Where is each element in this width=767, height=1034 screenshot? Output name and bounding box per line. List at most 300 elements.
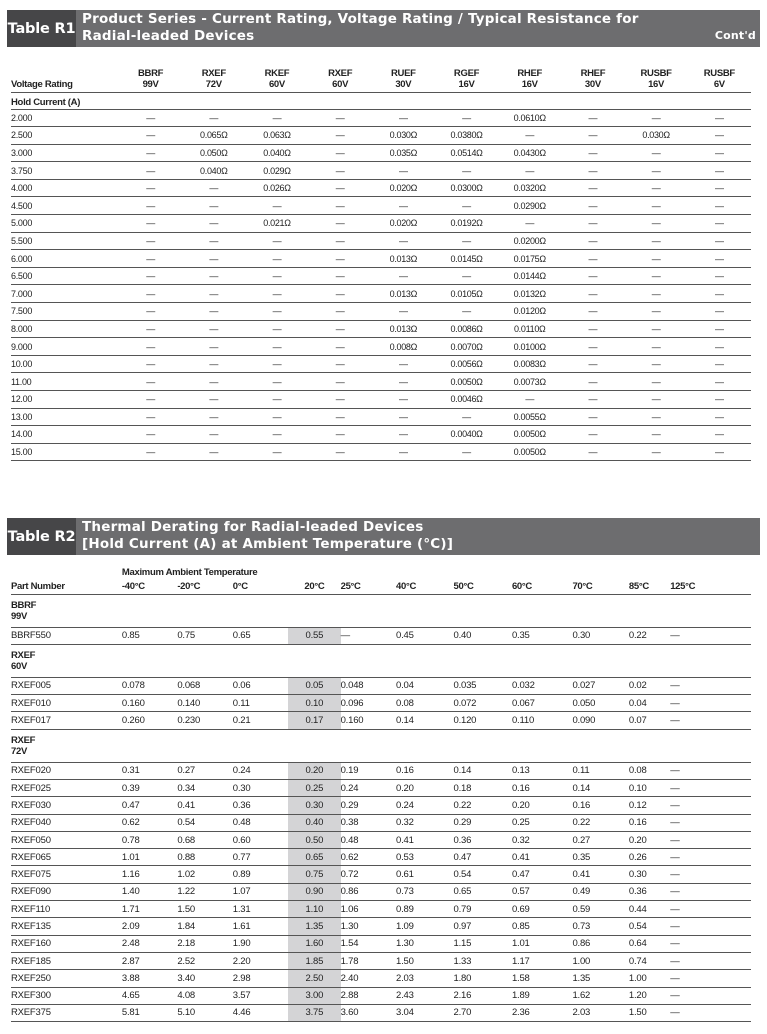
table-r2-title-bar — [7, 518, 760, 555]
voltage-rating-label: Voltage Rating — [11, 62, 119, 92]
part-number-cell: RXEF050 — [11, 831, 122, 848]
hold-current-value-cell: 1.58 — [512, 970, 572, 987]
series-group-label — [11, 729, 751, 762]
hold-current-value-cell: 0.29 — [341, 797, 396, 814]
temperature-header: 50°C — [453, 578, 511, 594]
resistance-cell: — — [245, 355, 308, 373]
resistance-cell: 0.0145Ω — [435, 250, 498, 268]
resistance-cell: — — [372, 426, 435, 444]
table-r2-title-line1: Thermal Derating for Radial-leaded Devices — [82, 519, 424, 535]
resistance-cell: — — [435, 303, 498, 321]
resistance-cell: — — [245, 303, 308, 321]
resistance-cell: 0.0040Ω — [435, 426, 498, 444]
resistance-cell: — — [245, 338, 308, 356]
hold-current-value-cell: 2.03 — [396, 970, 453, 987]
hold-current-value-cell: 0.25 — [288, 779, 340, 796]
hold-current-value-cell: 0.75 — [288, 866, 340, 883]
hold-current-value-cell: 1.54 — [341, 935, 396, 952]
column-series: RHEF — [517, 67, 543, 79]
hold-current-value-cell: 0.16 — [396, 762, 453, 779]
table-row — [11, 303, 751, 321]
hold-current-value-cell: 0.69 — [512, 901, 572, 918]
table-row — [11, 373, 751, 391]
series-group-label — [11, 594, 751, 627]
table-row — [11, 267, 751, 285]
resistance-cell: 0.040Ω — [182, 162, 245, 180]
resistance-cell: — — [119, 250, 182, 268]
hold-current-value-cell: 0.140 — [177, 695, 232, 712]
hold-current-value-cell: 0.20 — [288, 762, 340, 779]
resistance-cell: — — [309, 179, 372, 197]
resistance-cell: — — [119, 303, 182, 321]
hold-current-value-cell: — — [341, 627, 396, 644]
hold-current-value-cell: 0.24 — [396, 797, 453, 814]
resistance-cell: — — [245, 391, 308, 409]
hold-current-value-cell: 1.01 — [122, 849, 177, 866]
resistance-cell: — — [182, 391, 245, 409]
resistance-cell: — — [119, 215, 182, 233]
resistance-cell: — — [561, 250, 624, 268]
hold-current-value-cell: 3.57 — [233, 987, 288, 1004]
hold-current-value-cell: 0.60 — [233, 831, 288, 848]
hold-current-value-cell: 0.17 — [288, 712, 340, 729]
hold-current-value-cell: 0.86 — [341, 883, 396, 900]
hold-current-value-cell: 0.47 — [453, 849, 511, 866]
resistance-cell: — — [625, 285, 688, 303]
resistance-cell: 0.0073Ω — [498, 373, 561, 391]
hold-current-value-cell: 0.61 — [396, 866, 453, 883]
hold-current-value-cell: 1.09 — [396, 918, 453, 935]
hold-current-value-cell: 0.10 — [629, 779, 670, 796]
part-number-cell: BBRF550 — [11, 627, 122, 644]
hold-current-label: Hold Current (A) — [11, 92, 751, 109]
resistance-cell: — — [498, 391, 561, 409]
resistance-cell: — — [119, 267, 182, 285]
column-header-rhef-16v — [498, 62, 561, 92]
column-voltage: 16V — [458, 78, 475, 90]
hold-current-value-cell: 1.00 — [572, 952, 628, 969]
temperature-header: -20°C — [177, 578, 232, 594]
column-header-rgef-16v — [435, 62, 498, 92]
resistance-cell: 0.013Ω — [372, 250, 435, 268]
hold-current-value-cell: 0.110 — [512, 712, 572, 729]
hold-current-value-cell: 0.54 — [453, 866, 511, 883]
resistance-cell: — — [561, 303, 624, 321]
table-row — [11, 883, 751, 900]
table-row — [11, 712, 751, 729]
resistance-cell: 0.0100Ω — [498, 338, 561, 356]
table-r2-header-row — [11, 578, 751, 594]
hold-current-value-cell: 1.62 — [572, 987, 628, 1004]
hold-current-value-cell: 2.52 — [177, 952, 232, 969]
hold-current-value-cell: 0.35 — [512, 627, 572, 644]
hold-current-value-cell: 0.49 — [572, 883, 628, 900]
table-r1-title — [76, 10, 760, 47]
resistance-cell: — — [625, 443, 688, 461]
resistance-cell: — — [119, 162, 182, 180]
hold-current-value-cell: 1.00 — [629, 970, 670, 987]
table-row — [11, 144, 751, 162]
hold-current-value-cell: 5.81 — [122, 1004, 177, 1021]
series-group-row — [11, 729, 751, 762]
hold-current-cell: 6.500 — [11, 267, 119, 285]
resistance-cell: 0.013Ω — [372, 320, 435, 338]
resistance-cell: — — [625, 215, 688, 233]
hold-current-value-cell: 2.88 — [341, 987, 396, 1004]
resistance-cell: — — [309, 391, 372, 409]
table-row — [11, 627, 751, 644]
resistance-cell: — — [561, 232, 624, 250]
resistance-cell: — — [245, 232, 308, 250]
resistance-cell: — — [372, 408, 435, 426]
resistance-cell: 0.0050Ω — [435, 373, 498, 391]
hold-current-cell: 14.00 — [11, 426, 119, 444]
resistance-cell: 0.0320Ω — [498, 179, 561, 197]
hold-current-value-cell: 0.11 — [572, 762, 628, 779]
hold-current-value-cell: 0.35 — [572, 849, 628, 866]
resistance-cell: — — [182, 250, 245, 268]
table-row — [11, 443, 751, 461]
column-voltage: 6V — [713, 78, 725, 90]
table-row — [11, 987, 751, 1004]
column-voltage: 60V — [332, 78, 349, 90]
resistance-cell: — — [182, 215, 245, 233]
hold-current-value-cell: 0.97 — [453, 918, 511, 935]
table-row — [11, 215, 751, 233]
resistance-cell: — — [119, 408, 182, 426]
hold-current-value-cell: — — [670, 762, 751, 779]
table-row — [11, 408, 751, 426]
hold-current-value-cell: 0.160 — [122, 695, 177, 712]
table-row — [11, 355, 751, 373]
resistance-cell: 0.0290Ω — [498, 197, 561, 215]
hold-current-value-cell: 0.02 — [629, 677, 670, 694]
table-row — [11, 831, 751, 848]
table-row — [11, 285, 751, 303]
resistance-cell: — — [435, 197, 498, 215]
part-number-cell: RXEF135 — [11, 918, 122, 935]
resistance-cell: — — [625, 408, 688, 426]
hold-current-value-cell: 5.10 — [177, 1004, 232, 1021]
part-number-cell: RXEF065 — [11, 849, 122, 866]
hold-current-value-cell: 0.41 — [177, 797, 232, 814]
part-number-cell: RXEF160 — [11, 935, 122, 952]
hold-current-value-cell: 0.47 — [122, 797, 177, 814]
resistance-cell: — — [372, 391, 435, 409]
hold-current-cell: 6.000 — [11, 250, 119, 268]
resistance-cell: — — [688, 232, 751, 250]
part-number-cell: RXEF025 — [11, 779, 122, 796]
part-number-cell: RXEF075 — [11, 866, 122, 883]
table-row — [11, 677, 751, 694]
resistance-cell: — — [372, 197, 435, 215]
hold-current-cell: 8.000 — [11, 320, 119, 338]
hold-current-value-cell: 0.05 — [288, 677, 340, 694]
resistance-cell: — — [372, 443, 435, 461]
resistance-cell: — — [625, 250, 688, 268]
hold-current-value-cell: 0.19 — [341, 762, 396, 779]
hold-current-value-cell: 0.62 — [341, 849, 396, 866]
column-header-bbrf-99v — [119, 62, 182, 92]
resistance-cell: — — [561, 426, 624, 444]
hold-current-value-cell: 0.160 — [341, 712, 396, 729]
hold-current-value-cell: 0.04 — [396, 677, 453, 694]
resistance-cell: — — [498, 215, 561, 233]
resistance-cell: — — [182, 197, 245, 215]
hold-current-value-cell: 0.90 — [288, 883, 340, 900]
table-r2-tag: Table R2 — [7, 518, 76, 555]
table-row — [11, 250, 751, 268]
hold-current-value-cell: — — [670, 814, 751, 831]
resistance-cell: — — [182, 267, 245, 285]
table-row — [11, 695, 751, 712]
resistance-cell: — — [309, 443, 372, 461]
resistance-cell: — — [119, 197, 182, 215]
hold-current-value-cell: 0.77 — [233, 849, 288, 866]
hold-current-value-cell: 1.31 — [233, 901, 288, 918]
hold-current-value-cell: 0.54 — [629, 918, 670, 935]
hold-current-value-cell: 1.01 — [512, 935, 572, 952]
hold-current-value-cell: 0.65 — [453, 883, 511, 900]
resistance-cell: — — [309, 197, 372, 215]
hold-current-value-cell: 3.04 — [396, 1004, 453, 1021]
hold-current-value-cell: 2.40 — [341, 970, 396, 987]
series-group-label — [11, 644, 751, 677]
resistance-cell: — — [435, 162, 498, 180]
temperature-header: 20°C — [288, 578, 340, 594]
hold-current-cell: 3.750 — [11, 162, 119, 180]
resistance-cell: — — [688, 355, 751, 373]
hold-current-value-cell: 0.22 — [572, 814, 628, 831]
group-series: BBRF — [11, 599, 37, 611]
resistance-cell: — — [625, 303, 688, 321]
part-number-cell: RXEF300 — [11, 987, 122, 1004]
hold-current-cell: 11.00 — [11, 373, 119, 391]
resistance-cell: — — [309, 320, 372, 338]
resistance-cell: — — [182, 109, 245, 127]
hold-current-value-cell: 1.22 — [177, 883, 232, 900]
table-r1-title-bar — [7, 10, 760, 47]
table-row — [11, 320, 751, 338]
hold-current-value-cell: — — [670, 627, 751, 644]
hold-current-value-cell: — — [670, 677, 751, 694]
resistance-cell: — — [182, 338, 245, 356]
resistance-cell: — — [688, 391, 751, 409]
group-voltage: 99V — [11, 610, 28, 622]
hold-current-cell: 3.000 — [11, 144, 119, 162]
hold-current-value-cell: 1.90 — [233, 935, 288, 952]
hold-current-value-cell: 0.072 — [453, 695, 511, 712]
resistance-cell: — — [119, 285, 182, 303]
resistance-cell: — — [309, 144, 372, 162]
column-series: RKEF — [264, 67, 290, 79]
hold-current-value-cell: 0.027 — [572, 677, 628, 694]
hold-current-value-cell: 0.20 — [629, 831, 670, 848]
resistance-cell: — — [309, 373, 372, 391]
table-r2-title-line2: [Hold Current (A) at Ambient Temperature (°C)] — [82, 536, 454, 552]
hold-current-value-cell: 0.120 — [453, 712, 511, 729]
resistance-cell: — — [561, 127, 624, 145]
hold-current-value-cell: — — [670, 1004, 751, 1021]
resistance-cell: — — [498, 127, 561, 145]
column-series: RXEF — [201, 67, 226, 79]
hold-current-value-cell: 0.85 — [512, 918, 572, 935]
hold-current-cell: 7.000 — [11, 285, 119, 303]
hold-current-value-cell: 2.03 — [572, 1004, 628, 1021]
resistance-cell: — — [245, 285, 308, 303]
hold-current-value-cell: 1.02 — [177, 866, 232, 883]
resistance-cell: — — [561, 391, 624, 409]
hold-current-value-cell: 0.29 — [453, 814, 511, 831]
resistance-cell: 0.0192Ω — [435, 215, 498, 233]
resistance-cell: — — [625, 267, 688, 285]
hold-current-value-cell: 2.70 — [453, 1004, 511, 1021]
hold-current-value-cell: — — [670, 712, 751, 729]
hold-current-value-cell: — — [670, 695, 751, 712]
hold-current-value-cell: 1.16 — [122, 866, 177, 883]
hold-current-value-cell: 0.41 — [396, 831, 453, 848]
hold-current-value-cell: 1.80 — [453, 970, 511, 987]
resistance-cell: — — [688, 250, 751, 268]
hold-current-value-cell: 4.46 — [233, 1004, 288, 1021]
resistance-cell: — — [688, 162, 751, 180]
hold-current-value-cell: 0.16 — [572, 797, 628, 814]
resistance-cell: 0.065Ω — [182, 127, 245, 145]
table-row — [11, 814, 751, 831]
hold-current-value-cell: 0.22 — [453, 797, 511, 814]
resistance-cell: — — [372, 109, 435, 127]
resistance-cell: 0.020Ω — [372, 179, 435, 197]
resistance-cell: 0.0120Ω — [498, 303, 561, 321]
hold-current-value-cell: 1.30 — [341, 918, 396, 935]
part-number-cell: RXEF017 — [11, 712, 122, 729]
hold-current-value-cell: — — [670, 918, 751, 935]
resistance-cell: — — [119, 391, 182, 409]
resistance-cell: 0.0514Ω — [435, 144, 498, 162]
column-series: BBRF — [138, 67, 164, 79]
column-voltage: 60V — [268, 78, 285, 90]
resistance-cell: — — [625, 197, 688, 215]
hold-current-value-cell: 0.096 — [341, 695, 396, 712]
column-header-rkef-60v — [245, 62, 308, 92]
hold-current-value-cell: 1.35 — [288, 918, 340, 935]
column-header-rusbf-16v — [625, 62, 688, 92]
hold-current-value-cell: 0.30 — [629, 866, 670, 883]
resistance-cell: — — [561, 162, 624, 180]
resistance-cell: — — [435, 109, 498, 127]
resistance-cell: — — [625, 232, 688, 250]
hold-current-value-cell: 0.27 — [177, 762, 232, 779]
hold-current-value-cell: 0.26 — [629, 849, 670, 866]
hold-current-value-cell: — — [670, 952, 751, 969]
table-row — [11, 918, 751, 935]
resistance-cell: — — [688, 109, 751, 127]
resistance-cell: 0.020Ω — [372, 215, 435, 233]
hold-current-value-cell: 0.050 — [572, 695, 628, 712]
resistance-cell: — — [182, 232, 245, 250]
column-series: RGEF — [453, 67, 480, 79]
hold-current-value-cell: 2.16 — [453, 987, 511, 1004]
resistance-cell: 0.0083Ω — [498, 355, 561, 373]
max-ambient-temp-caption: Maximum Ambient Temperature — [121, 567, 258, 578]
hold-current-value-cell: 0.72 — [341, 866, 396, 883]
resistance-cell: — — [309, 338, 372, 356]
table-r2-title — [76, 518, 760, 555]
hold-current-value-cell: 0.75 — [177, 627, 232, 644]
column-series: RUSBF — [640, 67, 672, 79]
resistance-cell: 0.0046Ω — [435, 391, 498, 409]
resistance-cell: 0.0610Ω — [498, 109, 561, 127]
hold-current-value-cell: 0.18 — [453, 779, 511, 796]
hold-current-value-cell: — — [670, 987, 751, 1004]
hold-current-value-cell: — — [670, 849, 751, 866]
part-number-label: Part Number — [11, 578, 122, 594]
hold-current-cell: 13.00 — [11, 408, 119, 426]
resistance-cell: — — [372, 232, 435, 250]
hold-current-cell: 15.00 — [11, 443, 119, 461]
hold-current-value-cell: 1.85 — [288, 952, 340, 969]
hold-current-value-cell: 0.62 — [122, 814, 177, 831]
resistance-cell: — — [688, 144, 751, 162]
hold-current-value-cell: 0.30 — [288, 797, 340, 814]
series-group-row — [11, 594, 751, 627]
resistance-cell: — — [182, 320, 245, 338]
resistance-cell: — — [182, 373, 245, 391]
resistance-cell: — — [625, 179, 688, 197]
hold-current-value-cell: 0.067 — [512, 695, 572, 712]
resistance-cell: — — [182, 443, 245, 461]
resistance-cell: — — [625, 373, 688, 391]
resistance-cell: — — [372, 267, 435, 285]
hold-current-value-cell: 4.08 — [177, 987, 232, 1004]
hold-current-value-cell: 4.65 — [122, 987, 177, 1004]
resistance-cell: 0.050Ω — [182, 144, 245, 162]
column-series: RHEF — [580, 67, 606, 79]
hold-current-value-cell: 1.15 — [453, 935, 511, 952]
part-number-cell: RXEF250 — [11, 970, 122, 987]
hold-current-value-cell: 0.20 — [396, 779, 453, 796]
hold-current-cell: 12.00 — [11, 391, 119, 409]
hold-current-value-cell: 0.035 — [453, 677, 511, 694]
hold-current-value-cell: 0.032 — [512, 677, 572, 694]
hold-current-value-cell: 0.14 — [396, 712, 453, 729]
resistance-cell: — — [245, 320, 308, 338]
hold-current-value-cell: 0.36 — [629, 883, 670, 900]
resistance-cell: — — [688, 285, 751, 303]
resistance-cell: — — [309, 109, 372, 127]
resistance-cell: 0.0055Ω — [498, 408, 561, 426]
hold-current-value-cell: 0.090 — [572, 712, 628, 729]
table-row — [11, 391, 751, 409]
hold-current-value-cell: 0.50 — [288, 831, 340, 848]
hold-current-value-cell: 1.50 — [396, 952, 453, 969]
part-number-cell: RXEF030 — [11, 797, 122, 814]
hold-current-value-cell: — — [670, 883, 751, 900]
resistance-cell: 0.0200Ω — [498, 232, 561, 250]
resistance-cell: — — [309, 127, 372, 145]
column-voltage: 30V — [395, 78, 412, 90]
hold-current-value-cell: 0.06 — [233, 677, 288, 694]
resistance-cell: — — [119, 179, 182, 197]
resistance-cell: — — [561, 443, 624, 461]
hold-current-value-cell: 0.55 — [288, 627, 340, 644]
resistance-cell: — — [119, 127, 182, 145]
resistance-cell: — — [119, 373, 182, 391]
hold-current-value-cell: 2.87 — [122, 952, 177, 969]
table-r1 — [11, 62, 751, 461]
resistance-cell: — — [561, 109, 624, 127]
resistance-cell: — — [245, 197, 308, 215]
